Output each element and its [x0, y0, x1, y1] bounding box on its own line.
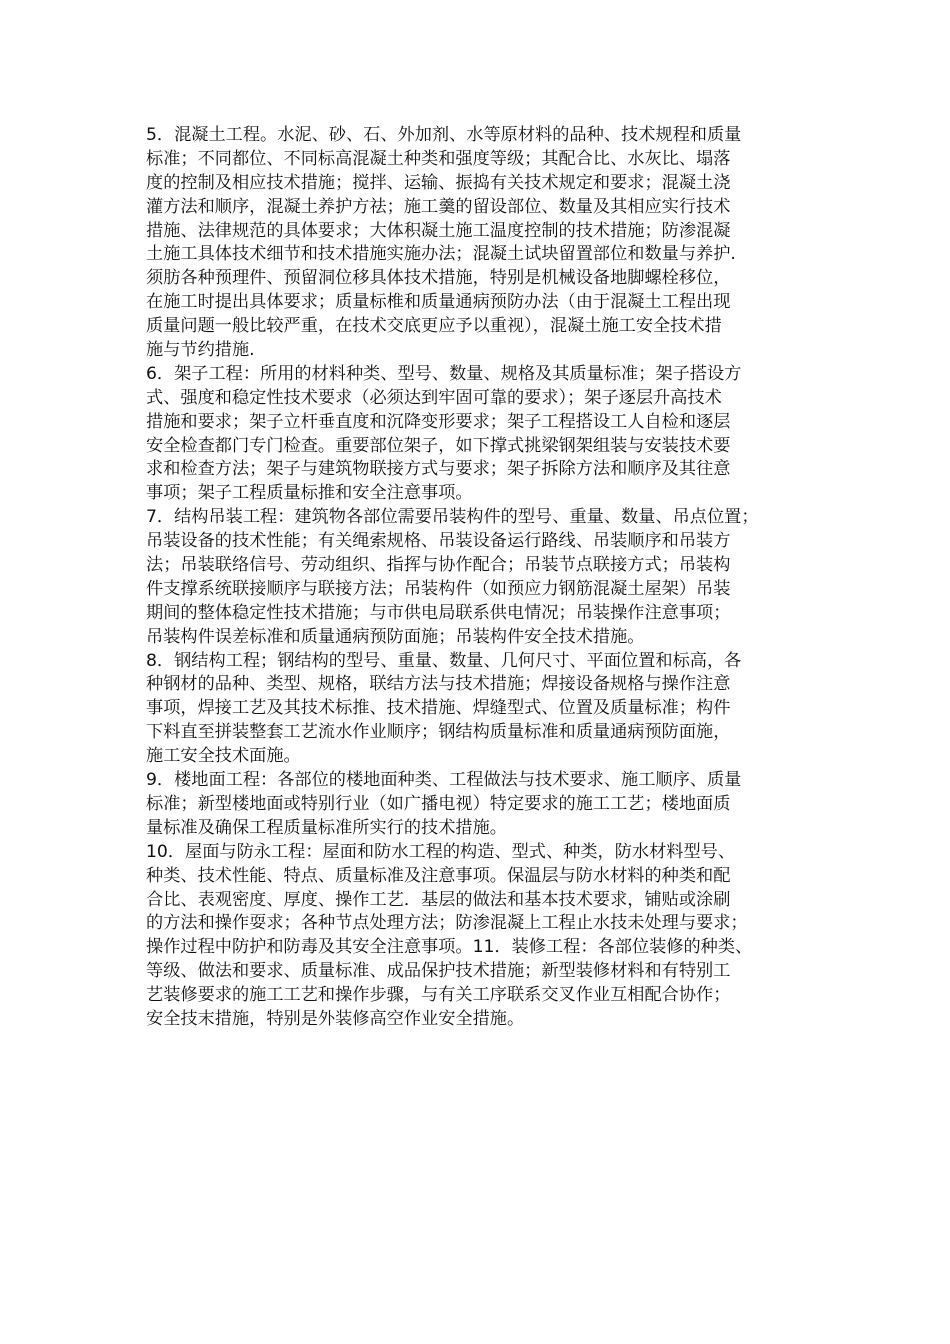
text-line: 事项；架子工程质量标推和安全注意事项。	[146, 483, 473, 504]
text-line: 操作过程中防护和防毒及其安全注意事项。11．装修工程：各部位装修的种类、	[146, 937, 753, 958]
text-line: 质量问题一般比较严重，在技术交底更应予以重视），混凝土施工安全技术措	[146, 316, 722, 337]
text-line: 式、强度和稳定性技术要求（必须达到牢固可靠的要求）；架子逐层升高技术	[146, 387, 722, 408]
text-line: 吊装构件误差标准和质量通病预防面施；吊装构件安全技术措施。	[146, 626, 645, 647]
text-line: 的方法和操作耍求；各种节点处理方法；防渗混凝上工程止水技未处理与要求；	[146, 913, 748, 934]
text-line: 等级、做法和要求、质量标准、成品保护技术措施；新型装修材料和有特别工	[146, 961, 731, 982]
text-line: 安全技末措施，特别是外装修高空作业安全措施。	[146, 1008, 525, 1029]
text-line: 吊装设备的技术性能；有关绳索规格、吊装设备运行路线、吊装顺序和吊装方	[146, 531, 731, 552]
text-line: 施工安全技术面施。	[146, 746, 301, 767]
text-line: 10．屋面与防永工程：屋面和防水工程的构造、型式、种类，防水材料型号、	[146, 841, 736, 862]
text-line: 下料直至拼装整套工艺流水作业顺序；钢结构质量标准和质量通病预防面施，	[146, 722, 731, 743]
text-line: 灌方法和顺序，混凝土养护方祛；施工羹的留设部位、数量及其相应实行技术	[146, 196, 731, 217]
text-line: 施与节约措施.	[146, 340, 255, 361]
text-line: 合比、表观密度、厚度、操作工艺．基层的做法和基本技术要求，铺贴或涂刷	[146, 889, 731, 910]
text-line: 法；吊装联络信号、劳动组织、指挥与协作配合；吊装节点联接方式；吊装构	[146, 555, 731, 576]
text-line: 措施、法律规范的具体要求；大体积凝土施工温度控制的技术措施；防渗混凝	[146, 220, 731, 241]
text-line: 须肪各种预理件、预留洞位移具体技术措施，特别是机械设备地脚螺栓移位，	[146, 268, 731, 289]
text-line: 标准；不同都位、不同标高混凝土种类和强度等级；其配合比、水灰比、塌落	[146, 148, 731, 169]
text-line: 8．钢结构工程；钢结构的型号、重量、数量、几何尺寸、平面位置和标高，各	[146, 650, 742, 671]
text-line: 土施工具体技术细节和技术措施实施办法；混凝土试块留置部位和数量与养护.	[146, 244, 736, 265]
text-line: 量标准及确保工程质量标准所实行的技术措施。	[146, 817, 507, 838]
text-line: 5．混凝土工程。水泥、砂、石、外加剂、水等原材料的品种、技术规程和质量	[146, 125, 742, 145]
text-line: 措施和要求；架子立杆垂直度和沉降变形要求；架子工程搭设工人自检和逐层	[146, 411, 731, 432]
text-line: 9．楼地面工程：各部位的楼地面种类、工程做法与技术要求、施工顺序、质量	[146, 770, 742, 791]
text-line: 种类、技术性能、特点、质量标准及注意事项。保温层与防水材料的种类和配	[146, 865, 731, 886]
text-line: 艺装修要求的施工工艺和操作步骤，与有关工序联系交叉作业互相配合协作；	[146, 985, 731, 1006]
text-line: 在施工时提出具体要求；质量标椎和质量通病预防办法（由于混凝土工程出现	[146, 292, 731, 313]
document-body	[146, 124, 826, 1032]
text-line: 件支撑系统联接顺序与联接方法；吊装构件（如预应力钢筋混凝土屋架）吊装	[146, 578, 731, 599]
text-line: 标准；新型楼地面或特别行业（如广播电视）特定要求的施工工艺；楼地面质	[146, 793, 731, 814]
text-line: 度的控制及相应技术措施；搅拌、运输、振捣有关技术规定和要求；混凝土浇	[146, 172, 731, 193]
text-line: 种钢材的品种、类型、规格，联结方法与技术措施；焊接设备规格与操作注意	[146, 674, 731, 695]
text-line: 安全检查都门专门检查。重要部位架子，如下撑式挑梁钢架组装与安装技术要	[146, 435, 731, 456]
text-line: 期间的整体稳定性技术措施；与市供电局联系供电情况；吊装操作注意事项；	[146, 602, 731, 623]
text-line: 7．结构吊装工程：建筑物各部位需要吊装构件的型号、重量、数量、吊点位置；	[146, 507, 759, 528]
text-line: 事项，焊接工艺及其技术标推、技术措施、焊缝型式、位置及质量标准；构件	[146, 698, 731, 719]
text-line: 求和检查方法；架子与建筑物联接方式与要求；架子拆除方法和顺序及其往意	[146, 459, 731, 480]
text-line: 6．架子工程：所用的材料种类、型号、数量、规格及其质量标准；架子搭设方	[146, 363, 742, 384]
